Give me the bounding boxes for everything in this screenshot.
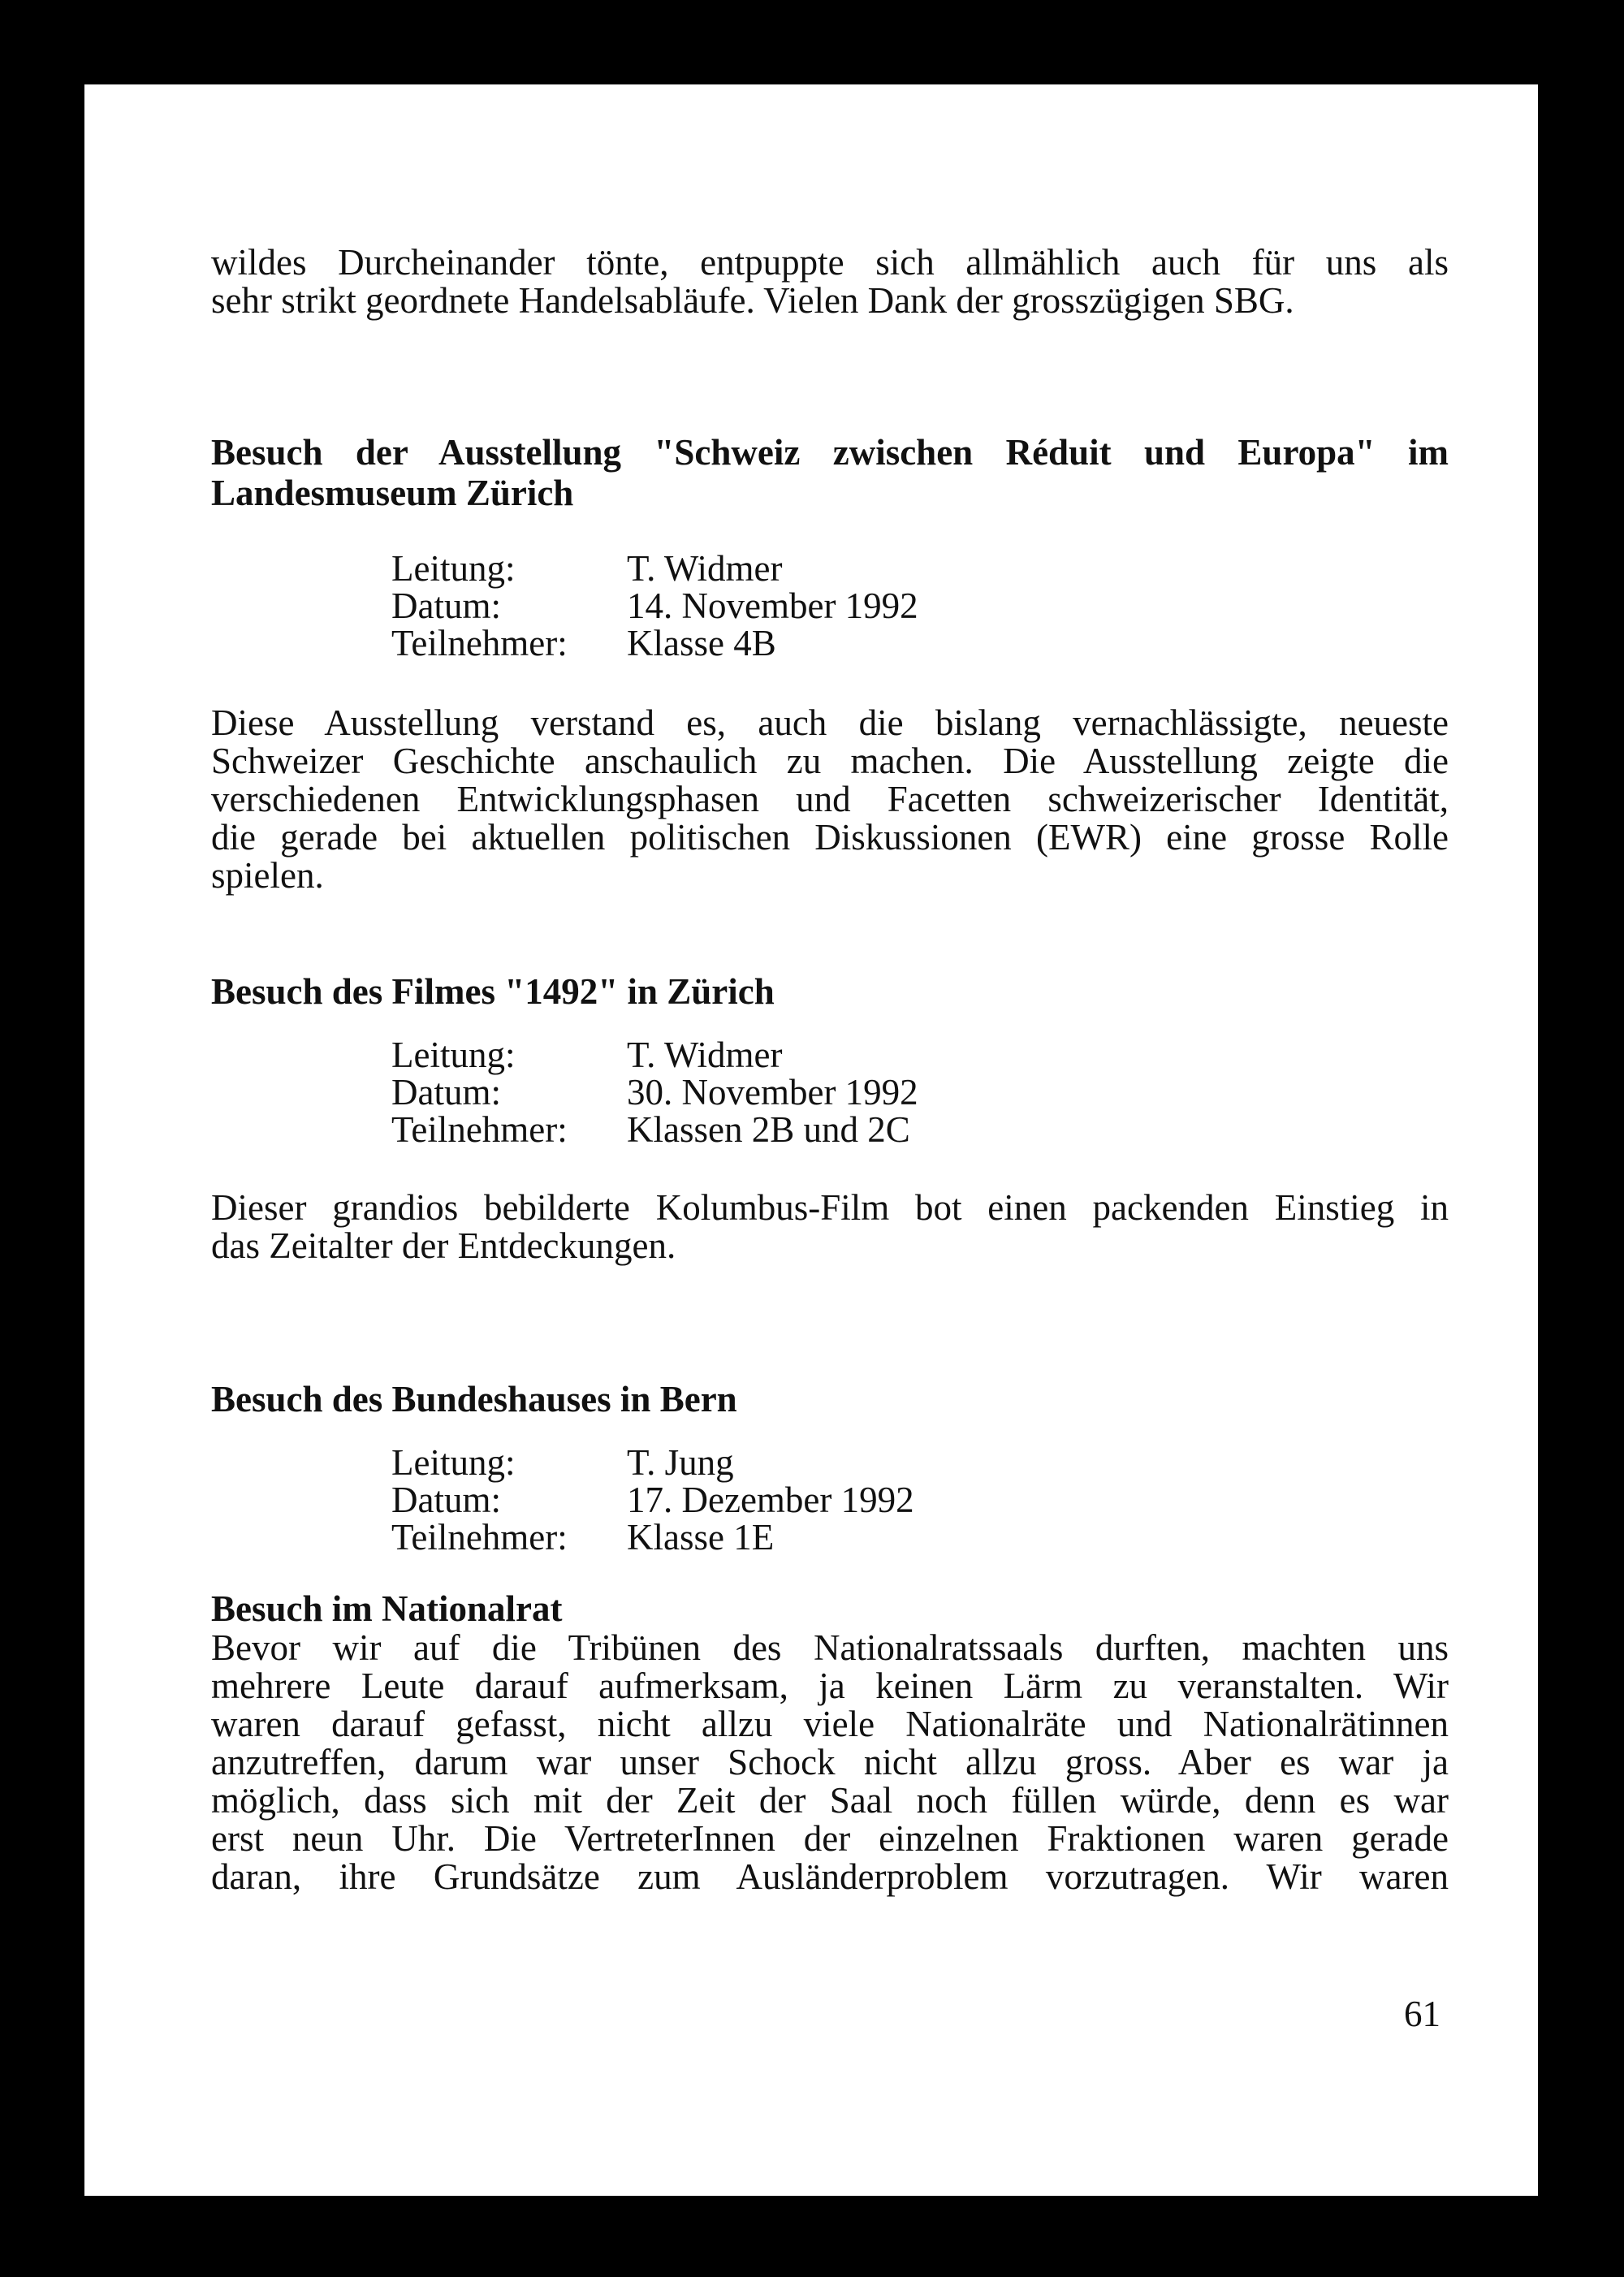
meta-value: T. Widmer <box>627 548 783 589</box>
text-line: Dieser grandios bebilderte Kolumbus-Film bot einen packenden Einstieg in <box>211 1187 1449 1228</box>
meta-key: Leitung: <box>391 548 516 589</box>
text-line: Bevor wir auf die Tribünen des Nationalratssaals durften, machten uns <box>211 1627 1449 1668</box>
section-meta-bundeshaus <box>391 1444 914 1556</box>
subsection-heading-nationalrat <box>211 1588 1449 1629</box>
document-page <box>84 84 1538 2196</box>
page-number: 61 <box>1404 1994 1440 2034</box>
heading-line: Besuch der Ausstellung "Schweiz zwischen Réduit und Europa" im <box>211 432 1449 473</box>
meta-row-leitung <box>391 1444 914 1481</box>
meta-key: Teilnehmer: <box>391 1109 568 1150</box>
meta-value: Klasse 4B <box>627 623 776 663</box>
heading-line: Besuch des Bundeshauses in Bern <box>211 1379 737 1419</box>
text-line: erst neun Uhr. Die VertreterInnen der einzelnen Fraktionen waren gerade <box>211 1818 1449 1859</box>
text-line: spielen. <box>211 855 324 896</box>
text-line: anzutreffen, darum war unser Schock nicht allzu gross. Aber es war ja <box>211 1742 1449 1782</box>
meta-row-leitung <box>391 550 918 587</box>
section-body-film <box>211 1189 1449 1265</box>
intro-paragraph <box>211 244 1449 320</box>
section-body-ausstellung <box>211 704 1449 895</box>
heading-line: Besuch im Nationalrat <box>211 1588 563 1629</box>
text-line: daran, ihre Grundsätze zum Ausländerproblem vorzutragen. Wir waren <box>211 1856 1449 1897</box>
heading-line: Landesmuseum Zürich <box>211 473 574 513</box>
meta-row-datum <box>391 1074 918 1111</box>
meta-key: Datum: <box>391 585 501 626</box>
meta-value: 14. November 1992 <box>627 585 918 626</box>
text-line: sehr strikt geordnete Handelsabläufe. Vielen Dank der grosszügigen SBG. <box>211 280 1294 321</box>
text-line: möglich, dass sich mit der Zeit der Saal noch füllen würde, denn es war <box>211 1780 1449 1821</box>
meta-value: T. Jung <box>627 1442 734 1483</box>
meta-key: Leitung: <box>391 1442 516 1483</box>
meta-value: T. Widmer <box>627 1035 783 1075</box>
heading-line: Besuch des Filmes "1492" in Zürich <box>211 971 775 1012</box>
meta-row-teilnehmer <box>391 1111 918 1148</box>
meta-row-leitung <box>391 1036 918 1074</box>
section-body-nationalrat <box>211 1629 1449 1896</box>
section-heading-ausstellung <box>211 432 1449 513</box>
text-line: wildes Durcheinander tönte, entpuppte sich allmählich auch für uns als <box>211 242 1449 283</box>
meta-row-teilnehmer <box>391 1519 914 1556</box>
meta-row-teilnehmer <box>391 624 918 662</box>
meta-value: Klassen 2B und 2C <box>627 1109 910 1150</box>
meta-value: 17. Dezember 1992 <box>627 1480 914 1520</box>
meta-value: 30. November 1992 <box>627 1072 918 1113</box>
meta-key: Teilnehmer: <box>391 1517 568 1558</box>
section-meta-ausstellung <box>391 550 918 662</box>
text-line: die gerade bei aktuellen politischen Diskussionen (EWR) eine grosse Rolle <box>211 817 1449 858</box>
text-line: waren darauf gefasst, nicht allzu viele Nationalräte und Nationalrätinnen <box>211 1704 1449 1744</box>
meta-key: Teilnehmer: <box>391 623 568 663</box>
text-line: das Zeitalter der Entdeckungen. <box>211 1225 676 1266</box>
section-meta-film <box>391 1036 918 1148</box>
meta-value: Klasse 1E <box>627 1517 775 1558</box>
section-heading-film <box>211 971 1449 1012</box>
text-line: mehrere Leute darauf aufmerksam, ja keinen Lärm zu veranstalten. Wir <box>211 1666 1449 1706</box>
text-line: verschiedenen Entwicklungsphasen und Facetten schweizerischer Identität, <box>211 779 1449 819</box>
meta-key: Datum: <box>391 1480 501 1520</box>
meta-key: Leitung: <box>391 1035 516 1075</box>
text-line: Diese Ausstellung verstand es, auch die bislang vernachlässigte, neueste <box>211 702 1449 743</box>
meta-row-datum <box>391 1481 914 1519</box>
text-line: Schweizer Geschichte anschaulich zu machen. Die Ausstellung zeigte die <box>211 741 1449 781</box>
meta-row-datum <box>391 587 918 624</box>
section-heading-bundeshaus <box>211 1379 1449 1419</box>
meta-key: Datum: <box>391 1072 501 1113</box>
